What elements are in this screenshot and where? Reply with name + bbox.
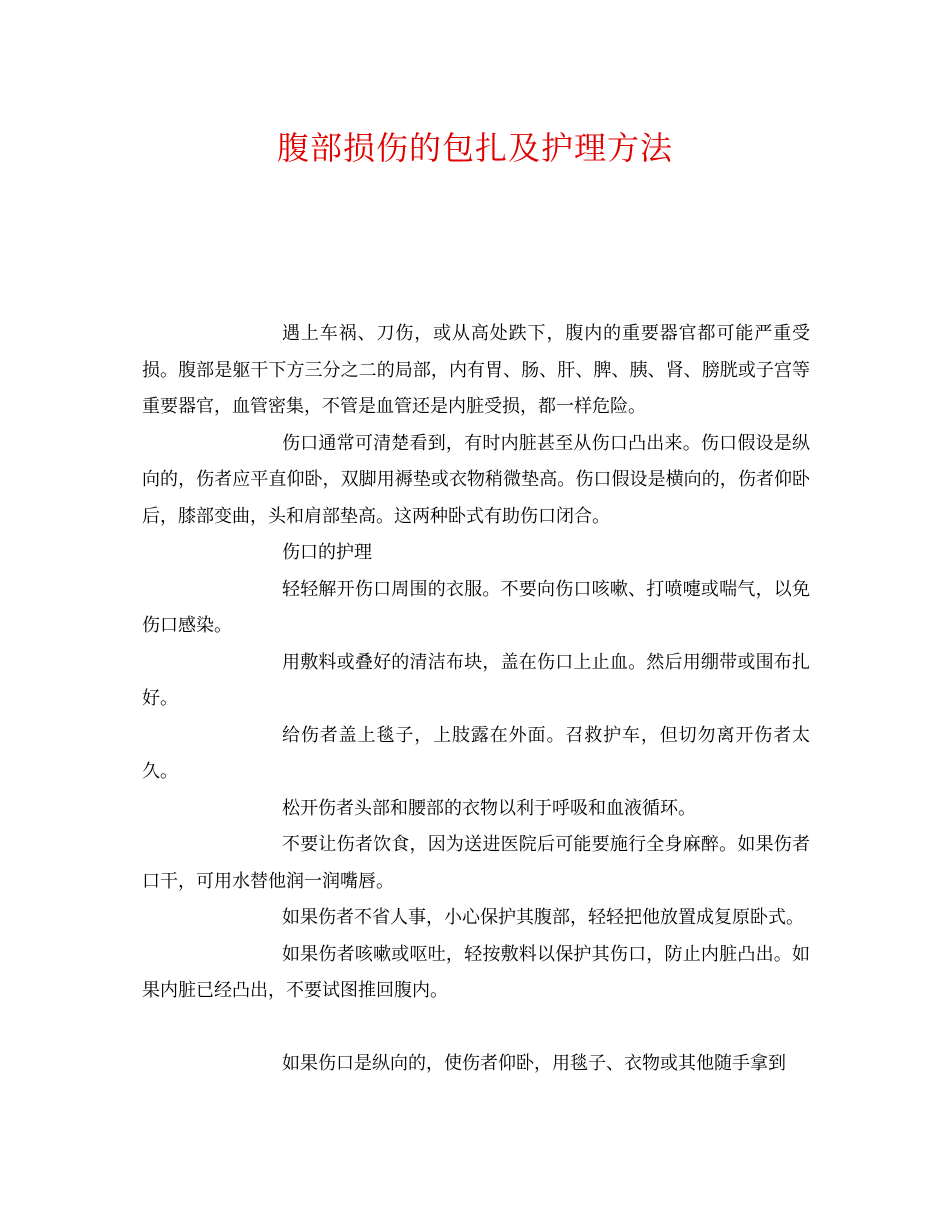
paragraph-wound-position: 伤口通常可清楚看到，有时内脏甚至从伤口凸出来。伤口假设是纵向的，伤者应平直仰卧，双脚用褥垫或衣物稍微垫高。伤口假设是横向的，伤者仰卧后，膝部变曲，头和肩部垫高。这两种卧式有助伤口闭合。 xyxy=(142,432,810,527)
paragraph-unconscious: 如果伤者不省人事，小心保护其腹部，轻轻把他放置成复原卧式。 xyxy=(282,907,804,928)
paragraph-blanket: 给伤者盖上毯子，上肢露在外面。召救护车，但切勿离开伤者太久。 xyxy=(142,724,810,782)
paragraph-coughing: 如果伤者咳嗽或呕吐，轻按敷料以保护其伤口，防止内脏凸出。如果内脏已经凸出，不要试图推回腹内。 xyxy=(142,943,810,1001)
paragraph-no-food: 不要让伤者饮食，因为送进医院后可能要施行全身麻醉。如果伤者口干，可用水替他润一润嘴唇。 xyxy=(142,834,810,892)
page-title: 腹部损伤的包扎及护理方法 xyxy=(276,129,673,167)
paragraph-dressing: 用敷料或叠好的清洁布块，盖在伤口上止血。然后用绷带或围布扎好。 xyxy=(142,651,810,709)
document-body xyxy=(142,316,810,1082)
section-heading-wound-care: 伤口的护理 xyxy=(282,542,372,563)
paragraph-intro: 遇上车祸、刀伤，或从高处跌下，腹内的重要器官都可能严重受损。腹部是躯干下方三分之二的局部，内有胃、肠、肝、脾、胰、肾、膀胱或子宫等重要器官，血管密集，不管是血管还是内脏受损，都一样危险。 xyxy=(142,323,810,417)
paragraph-vertical-wound: 如果伤口是纵向的，使伤者仰卧，用毯子、衣物或其他随手拿到 xyxy=(282,1052,786,1074)
paragraph-loosen-clothes: 轻轻解开伤口周围的衣服。不要向伤口咳嗽、打喷嚏或喘气，以免伤口感染。 xyxy=(142,578,810,636)
paragraph-breathing: 松开伤者头部和腰部的衣物以利于呼吸和血液循环。 xyxy=(282,797,696,819)
